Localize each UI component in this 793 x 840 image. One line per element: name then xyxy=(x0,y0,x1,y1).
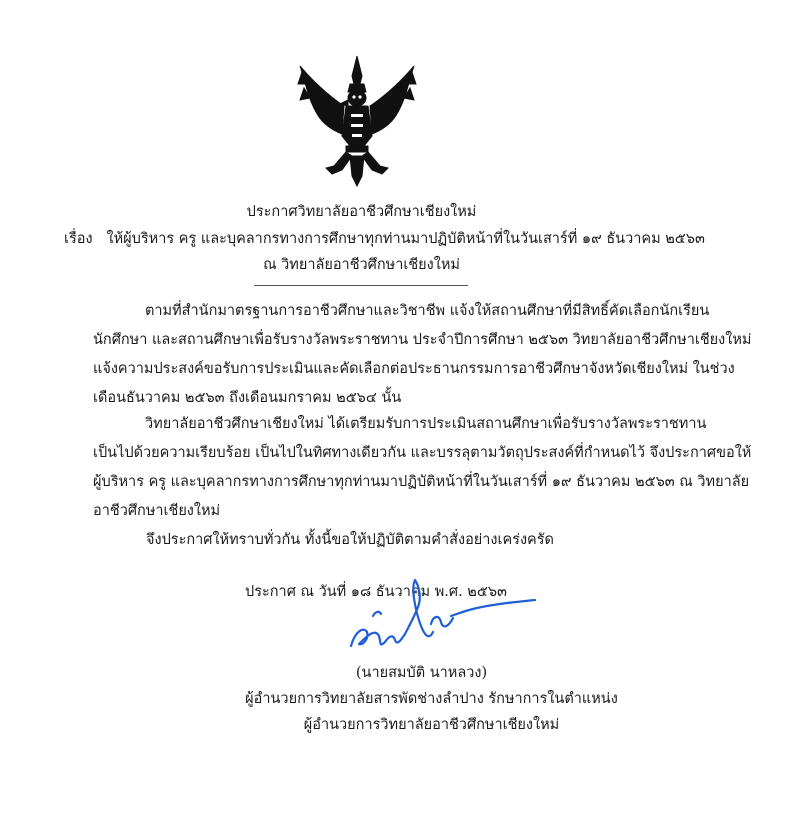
body-paragraph-2 xyxy=(93,410,752,526)
subject-label: เรื่อง xyxy=(64,231,93,247)
paragraph-line: นักศึกษา และสถานศึกษาเพื่อรับรางวัลพระราชทาน ประจำปีการศึกษา ๒๕๖๓ วิทยาลัยอาชีวศึกษาเชียงใหม่ xyxy=(93,332,752,348)
handwritten-signature xyxy=(345,566,545,666)
document-title: ประกาศวิทยาลัยอาชีวศึกษาเชียงใหม่ xyxy=(246,204,477,220)
signer-position-2: ผู้อำนวยการวิทยาลัยอาชีวศึกษาเชียงใหม่ xyxy=(303,717,560,733)
paragraph-line: ตามที่สำนักมาตรฐานการอาชีวศึกษาและวิชาชีพ แจ้งให้สถานศึกษาที่มีสิทธิ์คัดเลือกนักเรียน xyxy=(145,303,710,319)
paragraph-line: ผู้บริหาร ครู และบุคลากรทางการศึกษาทุกท่านมาปฏิบัติหน้าที่ในวันเสาร์ที่ ๑๙ ธันวาคม ๒๕๖๓ ณ วิทยาลัย xyxy=(93,474,750,490)
subject-line xyxy=(64,227,705,250)
paragraph-line: เดือนธันวาคม ๒๕๖๓ ถึงเดือนมกราคม ๒๕๖๔ นั้น xyxy=(93,390,402,406)
header-divider xyxy=(254,285,468,286)
garuda-emblem-icon xyxy=(296,54,418,188)
paragraph-line: อาชีวศึกษาเชียงใหม่ xyxy=(93,503,221,519)
body-paragraph-1 xyxy=(93,297,752,413)
paragraph-line: วิทยาลัยอาชีวศึกษาเชียงใหม่ ได้เตรียมรับการประเมินสถานศึกษาเพื่อรับรางวัลพระราชทาน xyxy=(145,416,707,432)
announcement-date: ประกาศ ณ วันที่ ๑๘ ธันวาคม พ.ศ. ๒๕๖๓ xyxy=(245,584,507,600)
signer-name: (นายสมบัติ นาหลวง) xyxy=(355,665,488,681)
subject-continuation: ณ วิทยาลัยอาชีวศึกษาเชียงใหม่ xyxy=(263,257,460,273)
signer-position-1: ผู้อำนวยการวิทยาลัยสารพัดช่างลำปาง รักษาการในตำแหน่ง xyxy=(245,691,618,707)
paragraph-line: แจ้งความประสงค์ขอรับการประเมินและคัดเลือกต่อประธานกรรมการอาชีวศึกษาจังหวัดเชียงใหม่ ในช่วง xyxy=(93,361,735,377)
subject-text: ให้ผู้บริหาร ครู และบุคลากรทางการศึกษาทุกท่านมาปฏิบัติหน้าที่ในวันเสาร์ที่ ๑๙ ธันวาคม ๒๕๖๓ xyxy=(106,231,705,247)
paragraph-line: เป็นไปด้วยความเรียบร้อย เป็นไปในทิศทางเดียวกัน และบรรลุตามวัตถุประสงค์ที่กำหนดไว้ จึงประกาศขอให้ xyxy=(93,445,752,461)
closing-statement: จึงประกาศให้ทราบทั่วกัน ทั้งนี้ขอให้ปฏิบัติตามคำสั่งอย่างเคร่งครัด xyxy=(146,532,554,548)
